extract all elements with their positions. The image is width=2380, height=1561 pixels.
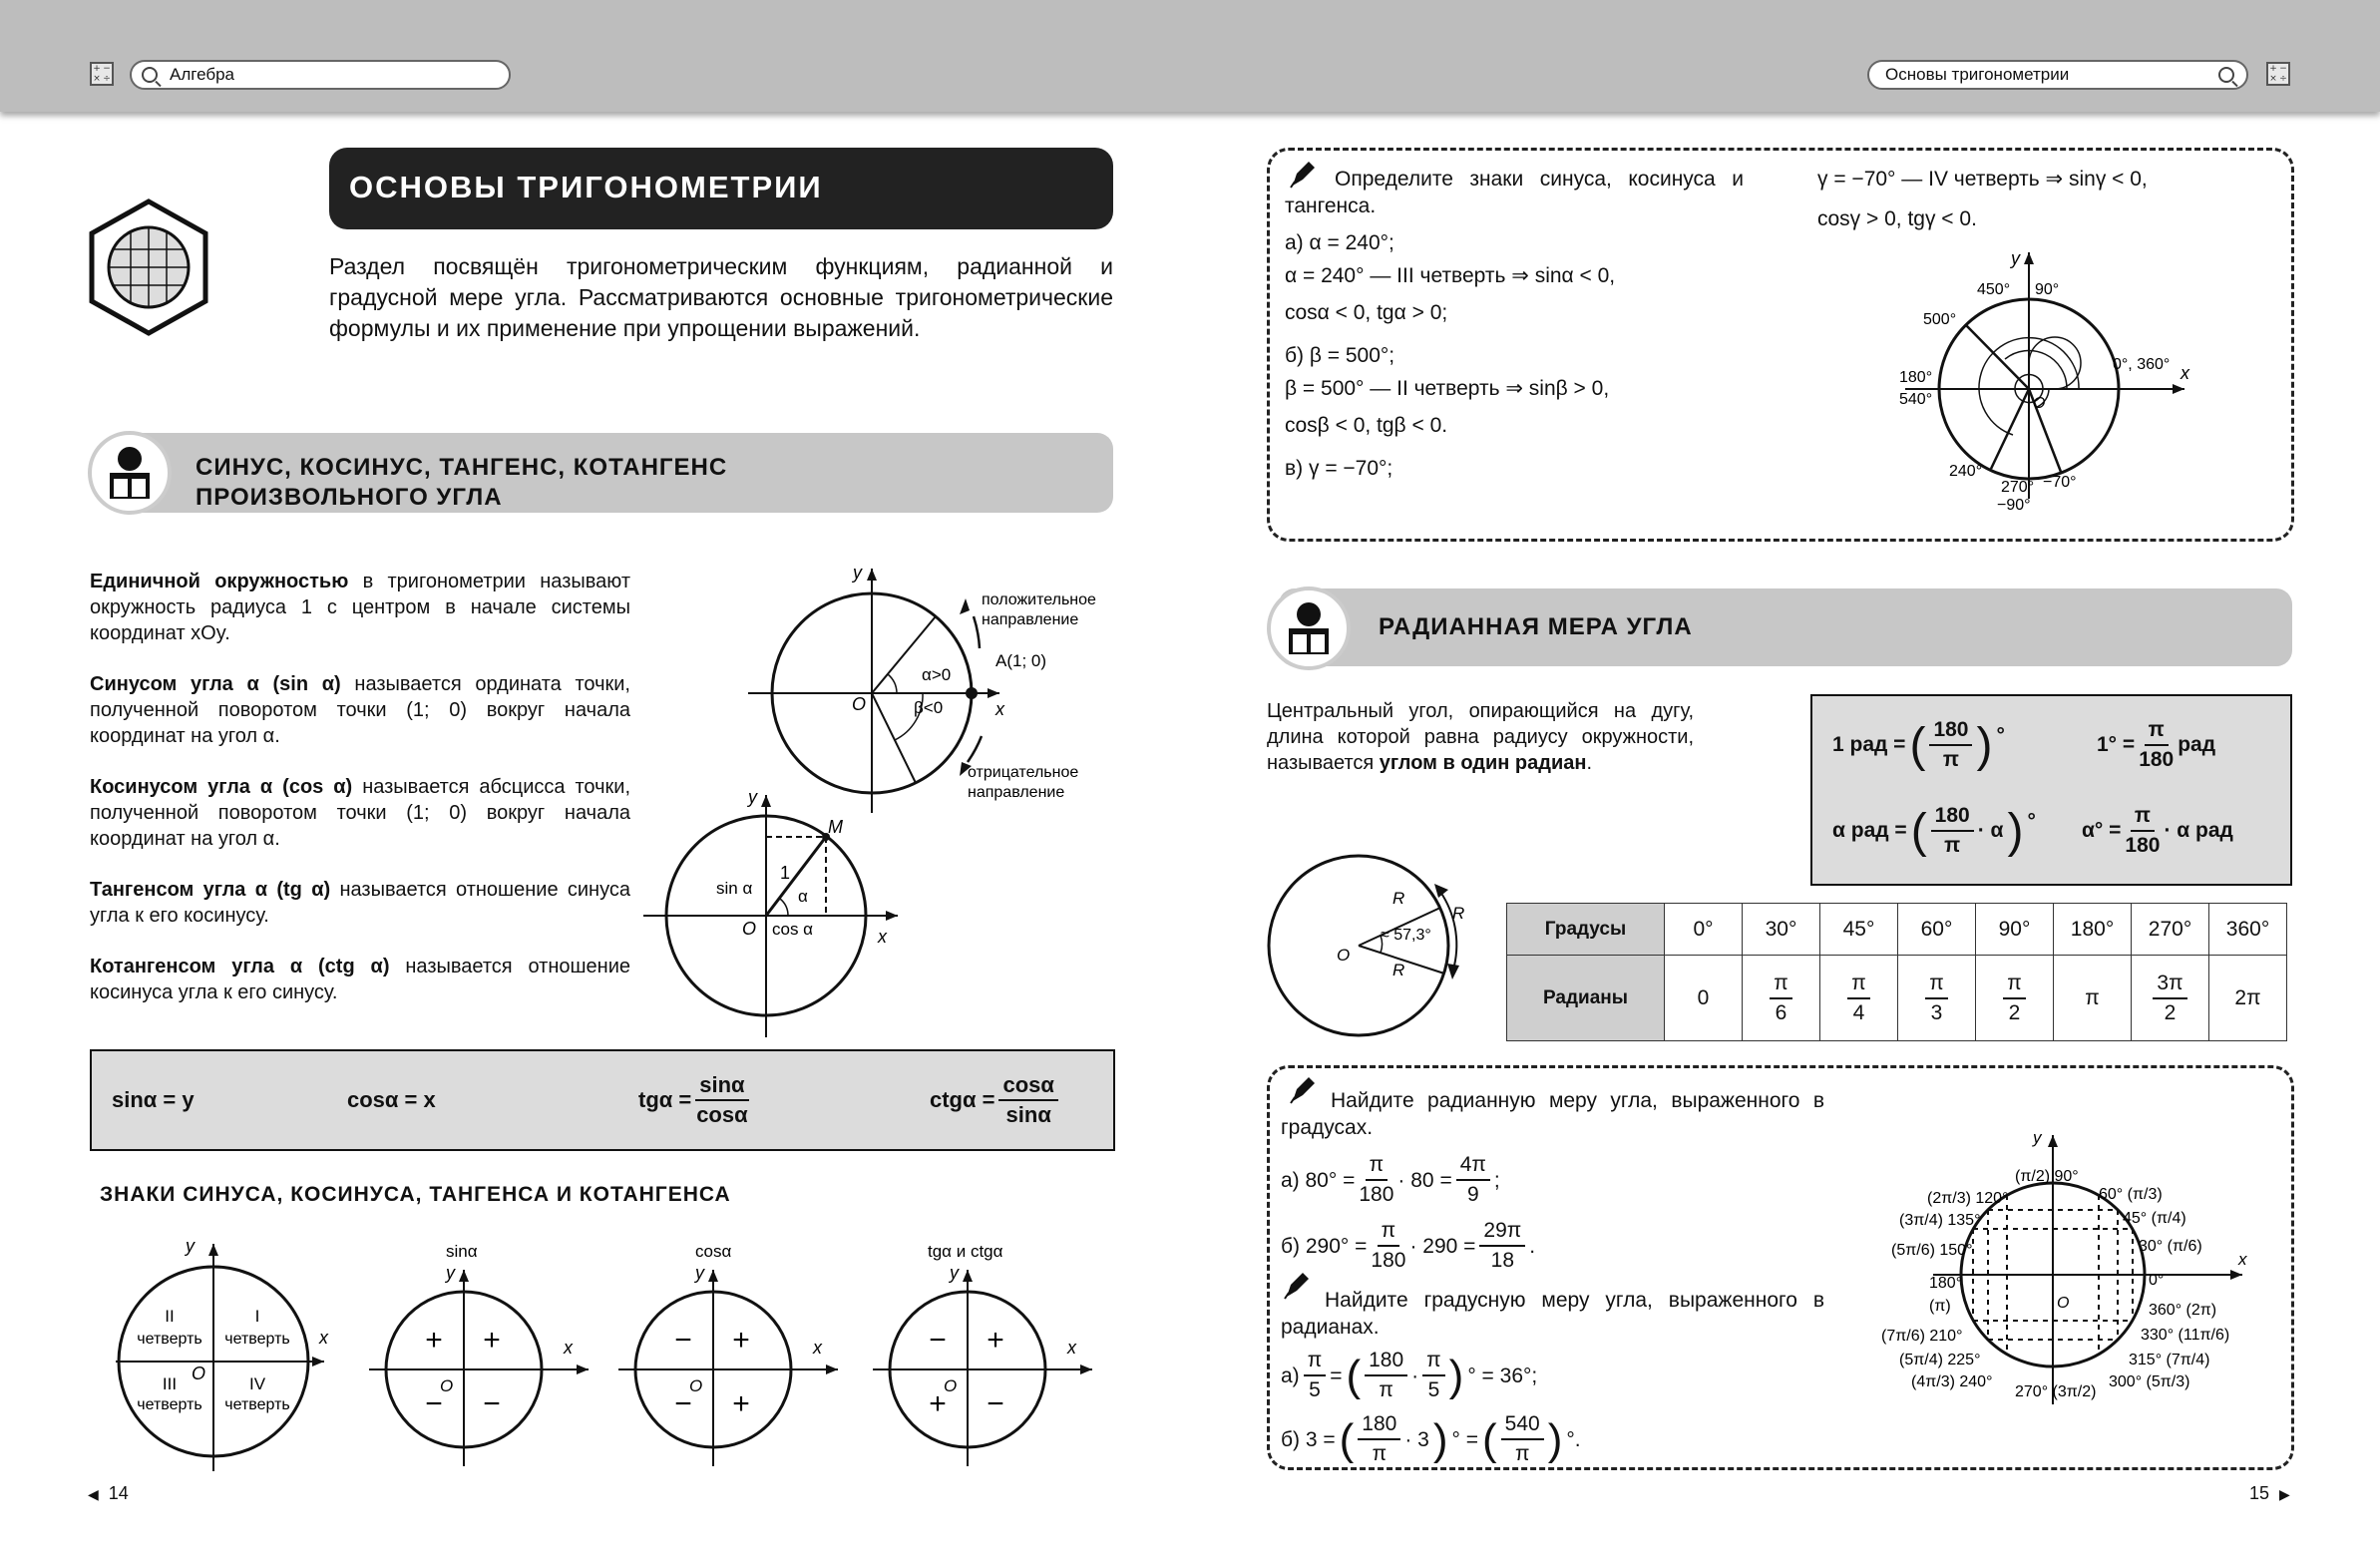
svg-text:30° (π/6): 30° (π/6) — [2139, 1238, 2202, 1255]
formula-ctg: ctgα = $\frac{\cos\alpha}{\sin\alpha}$ — [930, 1071, 1058, 1129]
sin-signs-circle — [369, 1242, 589, 1466]
svg-text:45° (π/4): 45° (π/4) — [2123, 1210, 2186, 1227]
svg-text:60° (π/3): 60° (π/3) — [2099, 1186, 2163, 1203]
degree-radian-table — [1506, 903, 2287, 1041]
task1-c3: cosγ > 0, tgγ < 0. — [1817, 207, 1977, 230]
search-icon — [142, 67, 158, 83]
tg-signs-circle — [873, 1242, 1092, 1466]
svg-text:(3π/4) 135°: (3π/4) 135° — [1899, 1212, 1981, 1229]
svg-text:360° (2π): 360° (2π) — [2149, 1302, 2217, 1319]
table-row: Градусы 0° 30° 45° 60° 90° 180° 270° 360° — [1507, 904, 2287, 956]
svg-text:(4π/3) 240°: (4π/3) 240° — [1911, 1373, 1993, 1390]
positive-direction-label: положительное — [982, 591, 1096, 608]
search-icon — [2218, 67, 2234, 83]
svg-text:y: y — [950, 1263, 959, 1283]
svg-text:y: y — [2033, 1128, 2042, 1147]
formula-1-deg: 1° = $\frac{\pi}{180}$ рад — [2097, 718, 2216, 771]
svg-text:(2π/3) 120°: (2π/3) 120° — [1927, 1190, 2009, 1207]
formula-tg: tgα = $\frac{\sin\alpha}{\cos\alpha}$ — [638, 1072, 748, 1127]
task1-b3: cosβ < 0, tgβ < 0. — [1285, 414, 1448, 437]
task1-a2: α = 240° — III четверть ⇒ sinα < 0, — [1285, 264, 1616, 287]
angles-unit-circle — [1863, 1125, 2262, 1414]
svg-text:y: y — [2011, 248, 2020, 268]
task1-b2: β = 500° — II четверть ⇒ sinβ > 0, — [1285, 377, 1610, 400]
svg-text:x: x — [1067, 1338, 1076, 1358]
svg-text:+: + — [732, 1324, 750, 1357]
svg-text:O: O — [192, 1364, 206, 1383]
task1-b1: б) β = 500°; — [1285, 344, 1395, 367]
page-number-left[interactable]: ◀ 14 — [88, 1483, 129, 1503]
def-unit-circle: Единичной окружностью в тригонометрии называют окружность радиуса 1 с центром в начале системы координат xOy. — [90, 571, 630, 644]
svg-text:(π): (π) — [1929, 1298, 1951, 1315]
svg-text:180°: 180° — [1929, 1275, 1963, 1292]
svg-text:+: + — [987, 1324, 1004, 1357]
svg-text:+: + — [425, 1324, 443, 1357]
radian-formulas-box — [1810, 694, 2292, 886]
calc-icon[interactable]: + − × ÷ — [2266, 62, 2290, 86]
task2-a: а) 80° = $\frac{\pi}{180}$ · 80 = $\frac{4\pi}{9}$ ; — [1281, 1153, 1500, 1206]
svg-text:x: x — [2181, 363, 2189, 383]
task-signs — [1285, 166, 1744, 482]
rotation-diagram — [738, 559, 1117, 818]
svg-text:330° (11π/6): 330° (11π/6) — [2141, 1327, 2230, 1344]
svg-text:−: − — [674, 1324, 692, 1357]
svg-text:+: + — [732, 1387, 750, 1420]
svg-text:четверть: четверть — [224, 1331, 290, 1348]
section-header-sin-cos — [120, 433, 1113, 513]
alpha-label: α — [798, 887, 808, 906]
svg-text:0°, 360°: 0°, 360° — [2113, 356, 2171, 373]
search-box-right[interactable] — [1867, 60, 2248, 90]
table-row: Радианы 0 $\frac{\pi}{6}$ $\frac{\pi}{4}$ $\frac{\pi}{3}$ $\frac{\pi}{2}$ π $\frac{3\pi}{2}$ 2π — [1507, 956, 2287, 1041]
section-title-line2: ПРОИЗВОЛЬНОГО УГЛА — [196, 484, 503, 511]
point-a-label: A(1; 0) — [995, 651, 1047, 670]
svg-text:270°: 270° — [2001, 479, 2035, 496]
origin-label: O — [742, 919, 757, 939]
page-number-right[interactable]: 15 ▶ — [2249, 1483, 2290, 1503]
section-header-radian — [1279, 588, 2292, 666]
task2-c: а) $\frac{\pi}{5}$ = ( $\frac{180}{\pi}$ · $\frac{\pi}{5}$ ) ° = 36°; — [1281, 1349, 1538, 1401]
formula-box — [90, 1049, 1115, 1151]
axis-x-label: x — [995, 699, 1004, 719]
svg-text:500°: 500° — [1923, 311, 1957, 328]
svg-text:y: y — [446, 1263, 455, 1283]
svg-text:x: x — [2238, 1250, 2247, 1269]
formula-sin: sinα = y — [112, 1087, 195, 1112]
svg-text:(π/2) 90°: (π/2) 90° — [2015, 1168, 2079, 1185]
svg-text:R: R — [1392, 961, 1405, 979]
svg-text:O: O — [2033, 395, 2046, 412]
def-tangent: Тангенсом угла α (tg α) называется отношение синуса угла к его косинусу. — [90, 879, 630, 927]
svg-text:y: y — [695, 1263, 704, 1283]
cos-signs-circle — [618, 1242, 838, 1466]
formula-alpha-deg: α° = $\frac{\pi}{180}$ · α рад — [2082, 804, 2233, 857]
task1-c1: в) γ = −70°; — [1285, 457, 1393, 480]
svg-text:180°: 180° — [1899, 369, 1933, 386]
formula-cos: cosα = x — [347, 1087, 436, 1112]
intro-text: Раздел посвящён тригонометрическим функциям, радианной и градусной мере угла. Рассматриваются основные тригонометрические формулы и их применение при упрощении выражений. — [329, 253, 1113, 341]
calc-icon[interactable]: + − × ÷ — [90, 62, 114, 86]
svg-text:300° (5π/3): 300° (5π/3) — [2109, 1373, 2190, 1390]
direction-label: направление — [968, 784, 1065, 801]
svg-text:x: x — [564, 1338, 573, 1358]
svg-text:450°: 450° — [1977, 281, 2011, 298]
section-title-radian: РАДИАННАЯ МЕРА УГЛА — [1379, 613, 1693, 640]
formula-alpha-rad: α рад = ( $\frac{180}{\pi}$ · α ) ° — [1832, 804, 2036, 858]
svg-text:540°: 540° — [1899, 391, 1933, 408]
task2-b: б) 290° = $\frac{\pi}{180}$ · 290 = $\frac{29\pi}{18}$ . — [1281, 1219, 1536, 1272]
svg-text:x: x — [813, 1338, 822, 1358]
svg-text:cosα: cosα — [695, 1242, 732, 1261]
sin-label: sin α — [716, 879, 753, 898]
task1-a1: а) α = 240°; — [1285, 231, 1394, 254]
point-m-label: M — [828, 817, 843, 837]
quadrants-circle — [116, 1236, 329, 1471]
alpha-positive-label: α>0 — [922, 665, 952, 684]
unit-circle-diagram — [638, 783, 908, 1042]
negative-direction-label: отрицательное — [968, 764, 1079, 781]
radian-definition: Центральный угол, опирающийся на дугу, длина которой равна радиусу окружности, называется углом в один радиан. — [1267, 700, 1694, 774]
svg-text:II: II — [165, 1307, 175, 1326]
task1-question: Определите знаки синуса, косинуса и тангенса. — [1285, 168, 1744, 217]
task1-c2: γ = −70° — IV четверть ⇒ sinγ < 0, — [1817, 168, 2148, 191]
page-title: ОСНОВЫ ТРИГОНОМЕТРИИ — [329, 148, 1113, 229]
task2-question2: Найдите градусную меру угла, выраженного в радианах. — [1281, 1289, 1824, 1339]
svg-text:270° (3π/2): 270° (3π/2) — [2015, 1383, 2097, 1400]
svg-text:−70°: −70° — [2043, 474, 2077, 491]
svg-text:O: O — [440, 1376, 454, 1395]
svg-text:R: R — [1392, 889, 1405, 908]
svg-text:sinα: sinα — [446, 1242, 478, 1261]
direction-label: направление — [982, 611, 1079, 628]
svg-text:−90°: −90° — [1997, 497, 2031, 514]
reader-icon — [88, 431, 172, 515]
svg-text:−: − — [674, 1387, 692, 1420]
svg-text:O: O — [944, 1376, 958, 1395]
svg-text:(7π/6) 210°: (7π/6) 210° — [1881, 1328, 1963, 1345]
svg-text:(5π/4) 225°: (5π/4) 225° — [1899, 1352, 1981, 1368]
svg-text:+: + — [483, 1324, 501, 1357]
svg-text:0°: 0° — [2149, 1272, 2165, 1289]
def-cotangent: Котангенсом угла α (ctg α) называется отношение косинуса угла к его синусу. — [90, 956, 630, 1003]
svg-text:IV: IV — [248, 1374, 266, 1393]
angle-rotation-diagram — [1885, 244, 2204, 514]
task1-a3: cosα < 0, tgα > 0; — [1285, 301, 1448, 324]
svg-text:I: I — [254, 1307, 260, 1326]
search-box-left[interactable] — [130, 60, 511, 90]
svg-text:R: R — [1452, 904, 1465, 923]
cos-label: cos α — [772, 920, 814, 939]
svg-text:+: + — [929, 1387, 947, 1420]
def-sine: Синусом угла α (sin α) называется ордината точки, полученной поворотом точки (1; 0) вокруг начала координат на угол α. — [90, 673, 630, 747]
task2-question: Найдите радианную меру угла, выраженного в градусах. — [1281, 1089, 1824, 1139]
axis-y-label: y — [853, 563, 862, 583]
def-cosine: Косинусом угла α (cos α) называется абсцисса точки, полученной поворотом точки (1; 0) вокруг начала координат на угол α. — [90, 776, 630, 850]
svg-text:315° (7π/4): 315° (7π/4) — [2129, 1352, 2210, 1368]
svg-text:−: − — [929, 1324, 947, 1357]
definitions — [90, 569, 630, 1030]
signs-diagrams — [110, 1232, 1107, 1476]
reader-icon — [1267, 586, 1351, 670]
globe-icon — [88, 197, 209, 337]
svg-text:90°: 90° — [2035, 281, 2060, 298]
formula-1-rad: 1 рад = ( $\frac{180}{\pi}$ ) ° — [1832, 718, 2005, 772]
search-text-right: Основы тригонометрии — [1885, 65, 2070, 84]
svg-text:III: III — [162, 1374, 178, 1393]
svg-text:−: − — [425, 1387, 443, 1420]
svg-text:x: x — [319, 1328, 328, 1348]
radius-label: 1 — [780, 863, 791, 883]
header-bar — [0, 0, 2380, 112]
svg-text:≈ 57,3°: ≈ 57,3° — [1381, 927, 1431, 944]
svg-text:tgα и ctgα: tgα и ctgα — [928, 1242, 1003, 1261]
svg-text:240°: 240° — [1949, 463, 1983, 480]
axis-y-label: y — [748, 787, 757, 807]
radian-diagram — [1263, 850, 1482, 1039]
search-text-left: Алгебра — [170, 65, 234, 84]
svg-text:y: y — [186, 1236, 195, 1256]
svg-text:четверть: четверть — [137, 1396, 202, 1413]
svg-text:O: O — [1337, 946, 1351, 965]
task-radian — [1281, 1087, 1824, 1468]
svg-text:четверть: четверть — [137, 1331, 202, 1348]
svg-text:четверть: четверть — [224, 1396, 290, 1413]
svg-text:−: − — [483, 1387, 501, 1420]
task2-d: б) 3 = ( $\frac{180}{\pi}$ · 3 ) ° = ( $\frac{540}{\pi}$ ) °. — [1281, 1412, 1581, 1465]
svg-text:O: O — [2057, 1295, 2070, 1312]
svg-text:O: O — [689, 1376, 703, 1395]
svg-text:(5π/6) 150°: (5π/6) 150° — [1891, 1242, 1973, 1259]
origin-label: O — [852, 694, 867, 714]
beta-negative-label: β<0 — [914, 698, 944, 717]
section-title-line1: СИНУС, КОСИНУС, ТАНГЕНС, КОТАНГЕНС — [196, 454, 728, 481]
signs-title: ЗНАКИ СИНУСА, КОСИНУСА, ТАНГЕНСА И КОТАНГЕНСА — [100, 1183, 731, 1206]
axis-x-label: x — [878, 927, 887, 947]
svg-text:−: − — [987, 1387, 1004, 1420]
